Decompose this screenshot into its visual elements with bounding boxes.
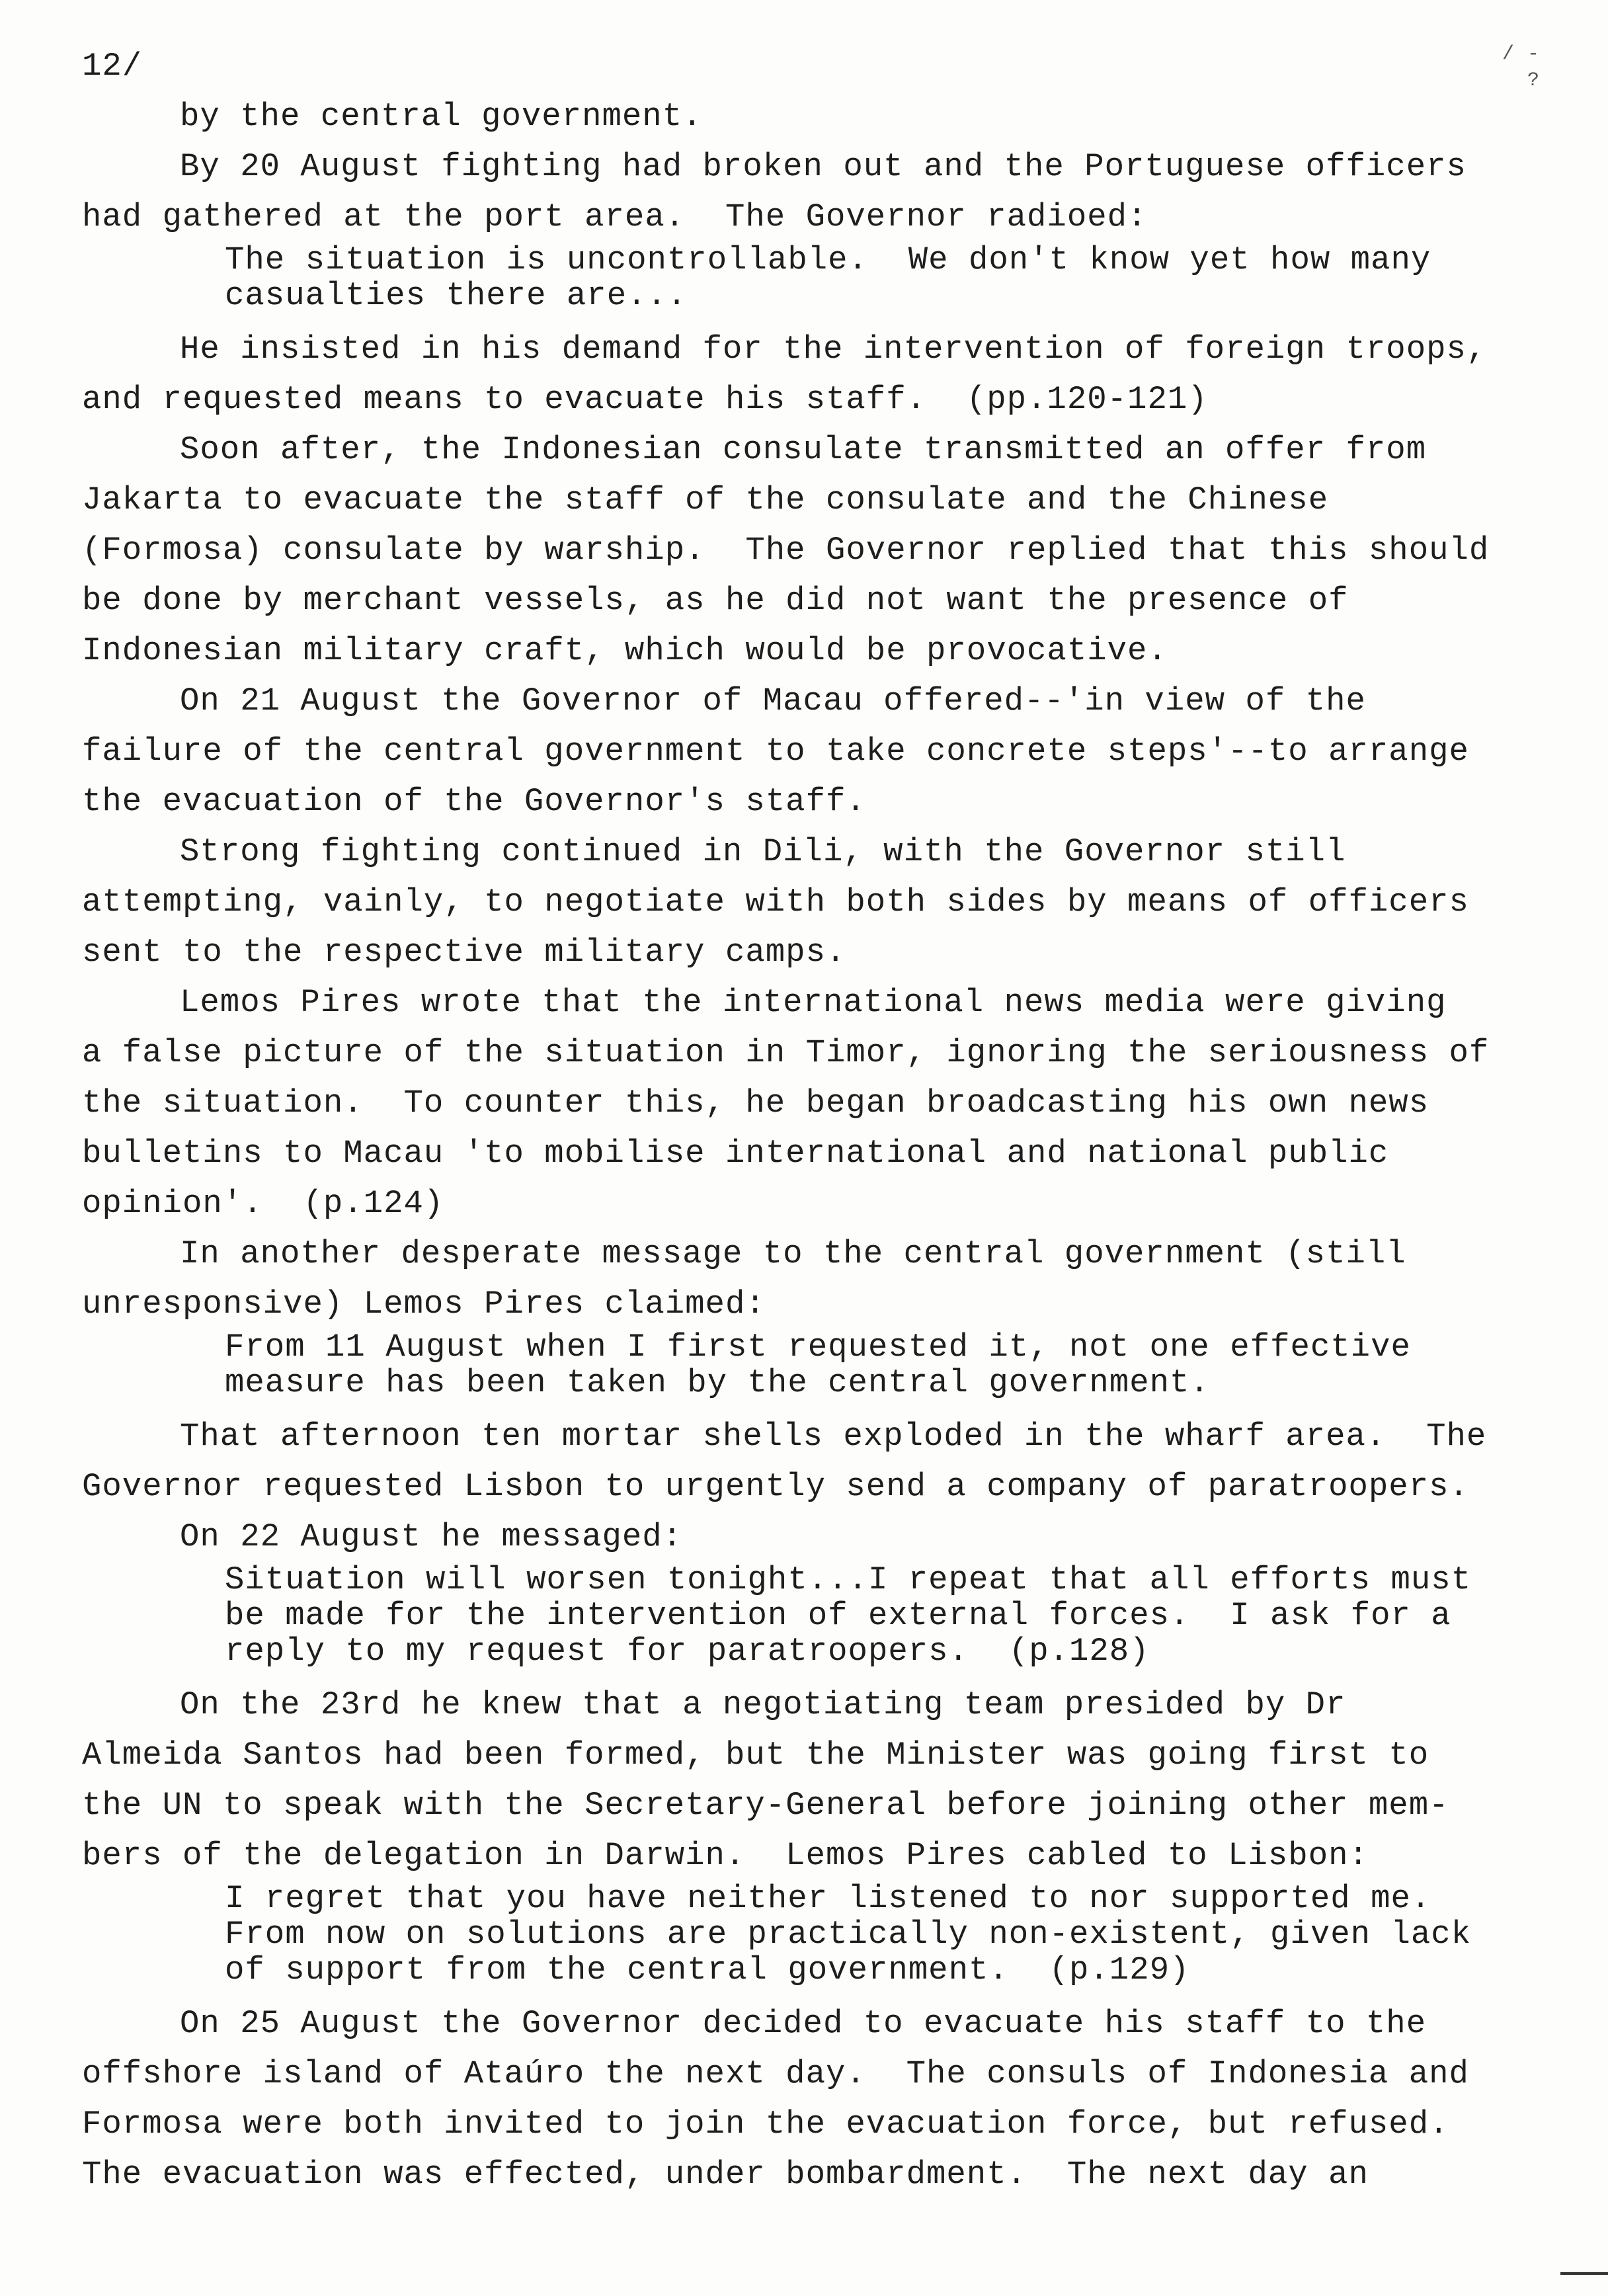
block-quote: The situation is uncontrollable. We don't know yet how many casualties there are... <box>225 241 1431 314</box>
text-line: opinion'. (p.124) <box>82 1185 444 1222</box>
text-line: By 20 August fighting had broken out and the Portuguese officers <box>180 148 1467 185</box>
text-line: On 21 August the Governor of Macau offered--'in view of the <box>180 682 1366 719</box>
text-line: the situation. To counter this, he began broadcasting his own news <box>82 1085 1429 1122</box>
text-line: On the 23rd he knew that a negotiating team presided by Dr <box>180 1686 1346 1723</box>
text-line: On 22 August he messaged: <box>180 1518 683 1555</box>
body-text <box>82 91 1504 2199</box>
text-line: Formosa were both invited to join the evacuation force, but refused. <box>82 2106 1449 2143</box>
text-line: Indonesian military craft, which would be provocative. <box>82 632 1168 669</box>
text-line: by the central government. <box>180 98 703 135</box>
text-line: and requested means to evacuate his staff. (pp.120-121) <box>82 381 1208 418</box>
text-line: a false picture of the situation in Timor, ignoring the seriousness of <box>82 1034 1490 1071</box>
text-line: the UN to speak with the Secretary-General before joining other mem- <box>82 1787 1449 1824</box>
text-line: bulletins to Macau 'to mobilise international and national public <box>82 1135 1389 1172</box>
text-line: Soon after, the Indonesian consulate transmitted an offer from <box>180 431 1427 468</box>
text-line: The evacuation was effected, under bombardment. The next day an <box>82 2156 1369 2193</box>
text-line: (Formosa) consulate by warship. The Governor replied that this should <box>82 532 1490 569</box>
edge-rule <box>1560 2272 1608 2275</box>
text-line: Jakarta to evacuate the staff of the consulate and the Chinese <box>82 481 1329 518</box>
text-line: bers of the delegation in Darwin. Lemos Pires cabled to Lisbon: <box>82 1837 1369 1874</box>
text-line: Governor requested Lisbon to urgently send a company of paratroopers. <box>82 1468 1469 1505</box>
text-line: Lemos Pires wrote that the international news media were giving <box>180 984 1447 1021</box>
corner-mark: / - ? <box>1502 43 1541 92</box>
text-line: On 25 August the Governor decided to evacuate his staff to the <box>180 2005 1427 2042</box>
text-line: offshore island of Ataúro the next day. The consuls of Indonesia and <box>82 2055 1469 2092</box>
text-line: That afternoon ten mortar shells exploded in the wharf area. The <box>180 1418 1487 1455</box>
block-quote: I regret that you have neither listened to nor supported me. From now on solutions are practically non-existent, given lack of support from the central government. (p.129) <box>225 1880 1472 1988</box>
text-line: had gathered at the port area. The Governor radioed: <box>82 198 1148 235</box>
text-line: In another desperate message to the central government (still <box>180 1235 1406 1272</box>
text-line: the evacuation of the Governor's staff. <box>82 783 866 820</box>
text-line: Almeida Santos had been formed, but the Minister was going first to <box>82 1737 1429 1774</box>
block-quote: From 11 August when I first requested it, not one effective measure has been taken by the central government. <box>225 1329 1411 1401</box>
block-quote: Situation will worsen tonight...I repeat that all efforts must be made for the intervention of external forces. I ask for a reply to my request for paratroopers. (p.128) <box>225 1561 1472 1670</box>
page-number: 12/ <box>82 48 143 85</box>
text-line: He insisted in his demand for the intervention of foreign troops, <box>180 331 1487 368</box>
text-line: attempting, vainly, to negotiate with both sides by means of officers <box>82 883 1469 921</box>
text-line: be done by merchant vessels, as he did not want the presence of <box>82 582 1349 619</box>
text-line: Strong fighting continued in Dili, with the Governor still <box>180 833 1346 870</box>
text-line: unresponsive) Lemos Pires claimed: <box>82 1286 766 1323</box>
text-line: sent to the respective military camps. <box>82 934 846 971</box>
text-line: failure of the central government to take concrete steps'--to arrange <box>82 733 1469 770</box>
